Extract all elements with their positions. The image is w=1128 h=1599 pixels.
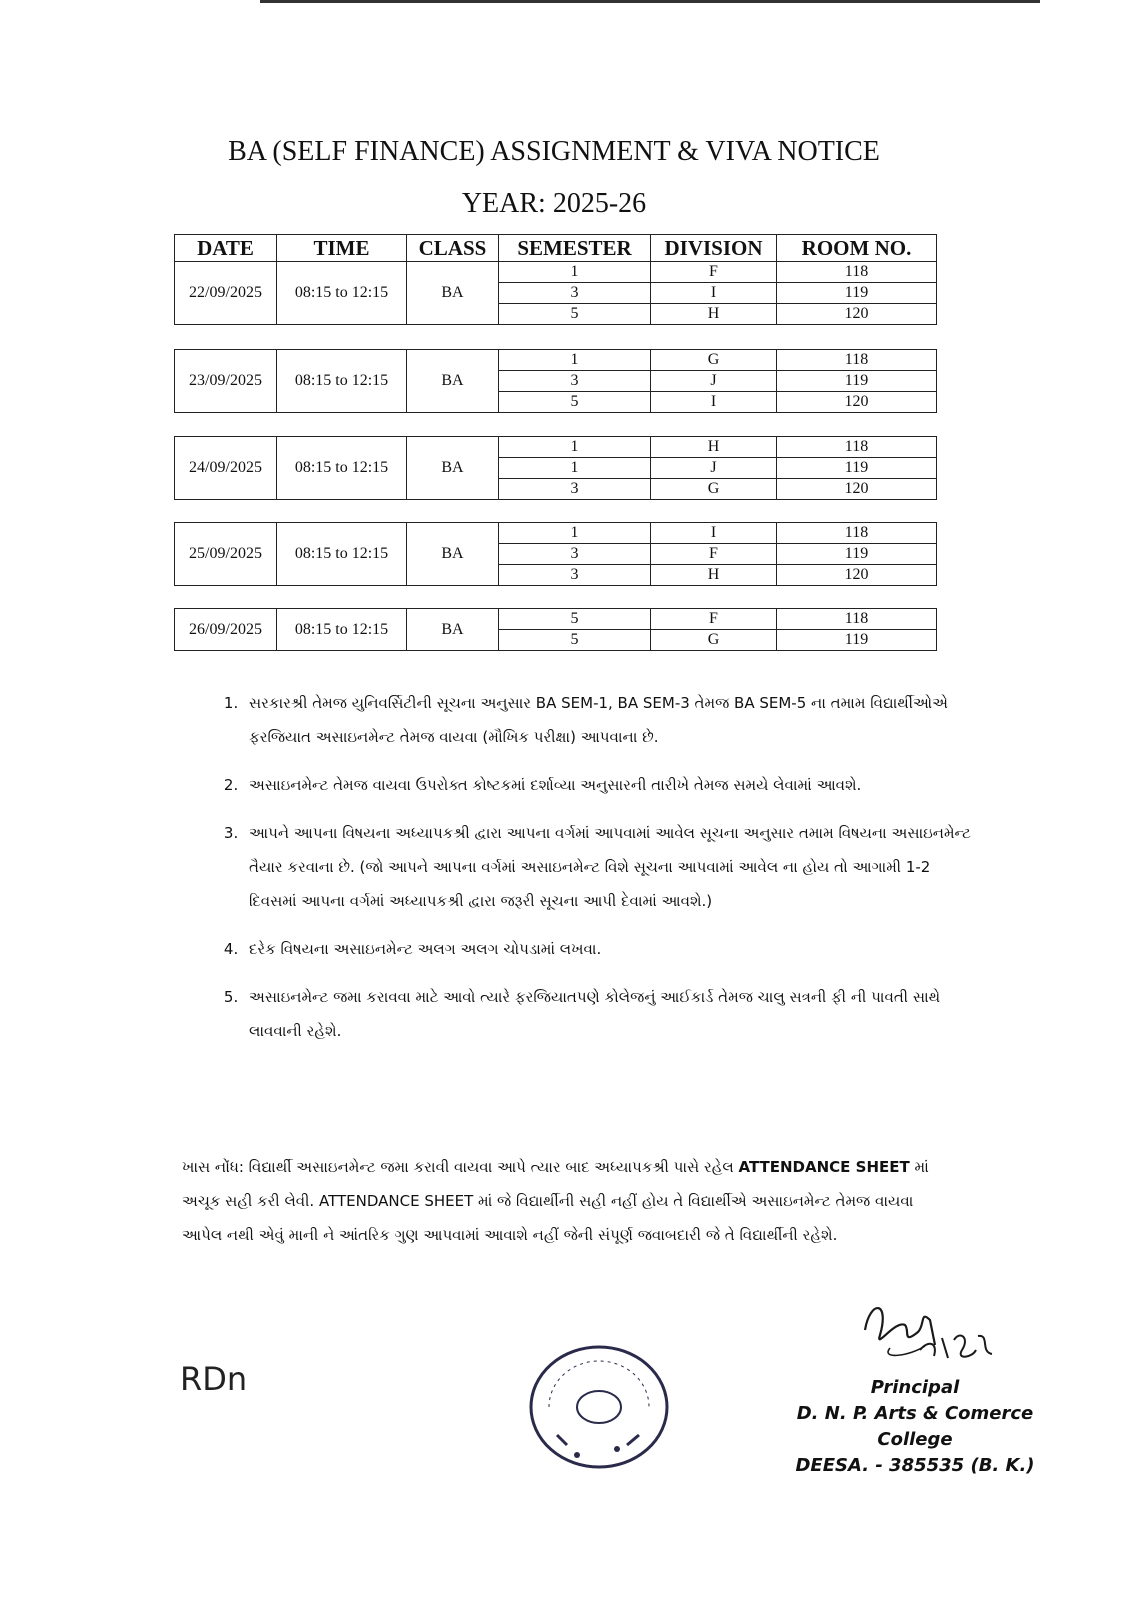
table-row: [175, 262, 937, 283]
note-text-1: ખાસ નોંધ: વિદ્યાર્થી અસાઇનમેન્ટ જમા કરાવી વાયવા આપે ત્યાર બાદ અધ્યાપકશ્રી પાસે રહેલ: [182, 1158, 739, 1176]
division-cell: G: [651, 630, 777, 651]
time-cell: 08:15 to 12:15: [277, 350, 407, 413]
room-cell: 119: [777, 371, 937, 392]
division-cell: G: [651, 479, 777, 500]
table-row: [175, 437, 937, 458]
room-cell: 120: [777, 304, 937, 325]
college-stamp: [527, 1345, 677, 1475]
division-cell: I: [651, 392, 777, 413]
semester-cell: 5: [499, 304, 651, 325]
semester-cell: 3: [499, 371, 651, 392]
college-name: D. N. P. Arts & Comerce College: [796, 1403, 1034, 1450]
class-cell: BA: [407, 523, 499, 586]
date-cell: 24/09/2025: [175, 437, 277, 500]
room-cell: 119: [777, 458, 937, 479]
semester-cell: 3: [499, 544, 651, 565]
instruction-item: 4. દરેક વિષયના અસાઇનમેન્ટ અલગ અલગ ચોપડામાં લખવા.: [243, 932, 973, 966]
header-date: DATE: [175, 235, 277, 262]
instruction-item: 3. આપને આપના વિષયના અધ્યાપકશ્રી દ્વારા આપના વર્ગમાં આપવામાં આવેલ સૂચના અનુસાર તમામ વિષયના અસાઇનમેન્ટ તૈયાર કરવાના છે. (જો આપને આપના વર્ગમાં અસાઇનમેન્ટ વિશે સૂચના આપવામાં આવેલ ના હોય તો આગામી 1-2 દિવસમાં આપના વર્ગમાં અધ્યાપકશ્રી દ્વારા જરૂરી સૂચના આપી દેવામાં આવશે.): [243, 816, 973, 918]
instruction-list: [213, 686, 973, 1062]
time-cell: 08:15 to 12:15: [277, 437, 407, 500]
header-class: CLASS: [407, 235, 499, 262]
table-row: [175, 350, 937, 371]
semester-cell: 5: [499, 609, 651, 630]
note-attendance-sheet: ATTENDANCE SHEET: [738, 1158, 910, 1176]
class-cell: BA: [407, 437, 499, 500]
principal-title: Principal: [870, 1377, 960, 1398]
semester-cell: 3: [499, 479, 651, 500]
room-cell: 120: [777, 479, 937, 500]
semester-cell: 3: [499, 565, 651, 586]
table-header-row: [175, 235, 937, 262]
schedule-table-1: [174, 234, 937, 325]
division-cell: H: [651, 565, 777, 586]
division-cell: F: [651, 609, 777, 630]
time-cell: 08:15 to 12:15: [277, 262, 407, 325]
room-cell: 118: [777, 437, 937, 458]
division-cell: F: [651, 544, 777, 565]
academic-year: YEAR: 2025-26: [461, 188, 647, 219]
semester-cell: 1: [499, 458, 651, 479]
division-cell: G: [651, 350, 777, 371]
division-cell: H: [651, 437, 777, 458]
handwritten-initials: RDn: [180, 1360, 248, 1398]
semester-cell: 5: [499, 630, 651, 651]
schedule-table-4: [174, 522, 937, 586]
room-cell: 119: [777, 544, 937, 565]
instruction-item: 1. સરકારશ્રી તેમજ યુનિવર્સિટીની સૂચના અનુસાર BA SEM-1, BA SEM-3 તેમજ BA SEM-5 ના તમામ વિદ્યાર્થીઓએ ફરજિયાત અસાઇનમેન્ટ તેમજ વાયવા (મૌખિક પરીક્ષા) આપવાના છે.: [243, 686, 973, 754]
room-cell: 120: [777, 565, 937, 586]
class-cell: BA: [407, 609, 499, 651]
room-cell: 118: [777, 262, 937, 283]
header-room: ROOM NO.: [777, 235, 937, 262]
class-cell: BA: [407, 262, 499, 325]
date-cell: 26/09/2025: [175, 609, 277, 651]
instruction-item: 5. અસાઇનમેન્ટ જમા કરાવવા માટે આવો ત્યારે ફરજિયાતપણે કોલેજનું આઈકાર્ડ તેમજ ચાલુ સત્રની ફી ની પાવતી સાથે લાવવાની રહેશે.: [243, 980, 973, 1048]
note-text-2: માં અચૂક સહી કરી લેવી. ATTENDANCE SHEET માં જે વિદ્યાર્થીની સહી નહીં હોય તે વિદ્યાર્થીએ અસાઇનમેન્ટ તેમજ વાયવા આપેલ નથી એવું માની ને આંતરિક ગુણ આપવામાં આવાશે નહીં જેની સંપૂર્ણ જવાબદારી જે તે વિદ્યાર્થીની રહેશે.: [182, 1158, 929, 1244]
header-division: DIVISION: [651, 235, 777, 262]
semester-cell: 1: [499, 262, 651, 283]
semester-cell: 3: [499, 283, 651, 304]
division-cell: I: [651, 523, 777, 544]
special-note: [182, 1150, 938, 1252]
date-cell: 22/09/2025: [175, 262, 277, 325]
room-cell: 120: [777, 392, 937, 413]
scan-edge-line: [260, 0, 1040, 3]
header-semester: SEMESTER: [499, 235, 651, 262]
schedule-table-3: [174, 436, 937, 500]
college-address: DEESA. - 385535 (B. K.): [795, 1455, 1035, 1476]
table-row: [175, 609, 937, 630]
division-cell: J: [651, 458, 777, 479]
principal-signature: [850, 1290, 1000, 1380]
room-cell: 118: [777, 350, 937, 371]
date-cell: 25/09/2025: [175, 523, 277, 586]
date-cell: 23/09/2025: [175, 350, 277, 413]
time-cell: 08:15 to 12:15: [277, 523, 407, 586]
room-cell: 119: [777, 630, 937, 651]
semester-cell: 1: [499, 350, 651, 371]
semester-cell: 5: [499, 392, 651, 413]
room-cell: 119: [777, 283, 937, 304]
schedule-table-2: [174, 349, 937, 413]
header-time: TIME: [277, 235, 407, 262]
division-cell: H: [651, 304, 777, 325]
schedule-table-5: [174, 608, 937, 651]
room-cell: 118: [777, 609, 937, 630]
division-cell: J: [651, 371, 777, 392]
division-cell: F: [651, 262, 777, 283]
time-cell: 08:15 to 12:15: [277, 609, 407, 651]
table-row: [175, 523, 937, 544]
semester-cell: 1: [499, 437, 651, 458]
principal-block: [760, 1375, 1070, 1479]
semester-cell: 1: [499, 523, 651, 544]
class-cell: BA: [407, 350, 499, 413]
notice-title: BA (SELF FINANCE) ASSIGNMENT & VIVA NOTICE: [228, 136, 880, 167]
instruction-item: 2. અસાઇનમેન્ટ તેમજ વાયવા ઉપરોક્ત કોષ્ટકમાં દર્શાવ્યા અનુસારની તારીખે તેમજ સમયે લેવામાં આવશે.: [243, 768, 973, 802]
division-cell: I: [651, 283, 777, 304]
room-cell: 118: [777, 523, 937, 544]
